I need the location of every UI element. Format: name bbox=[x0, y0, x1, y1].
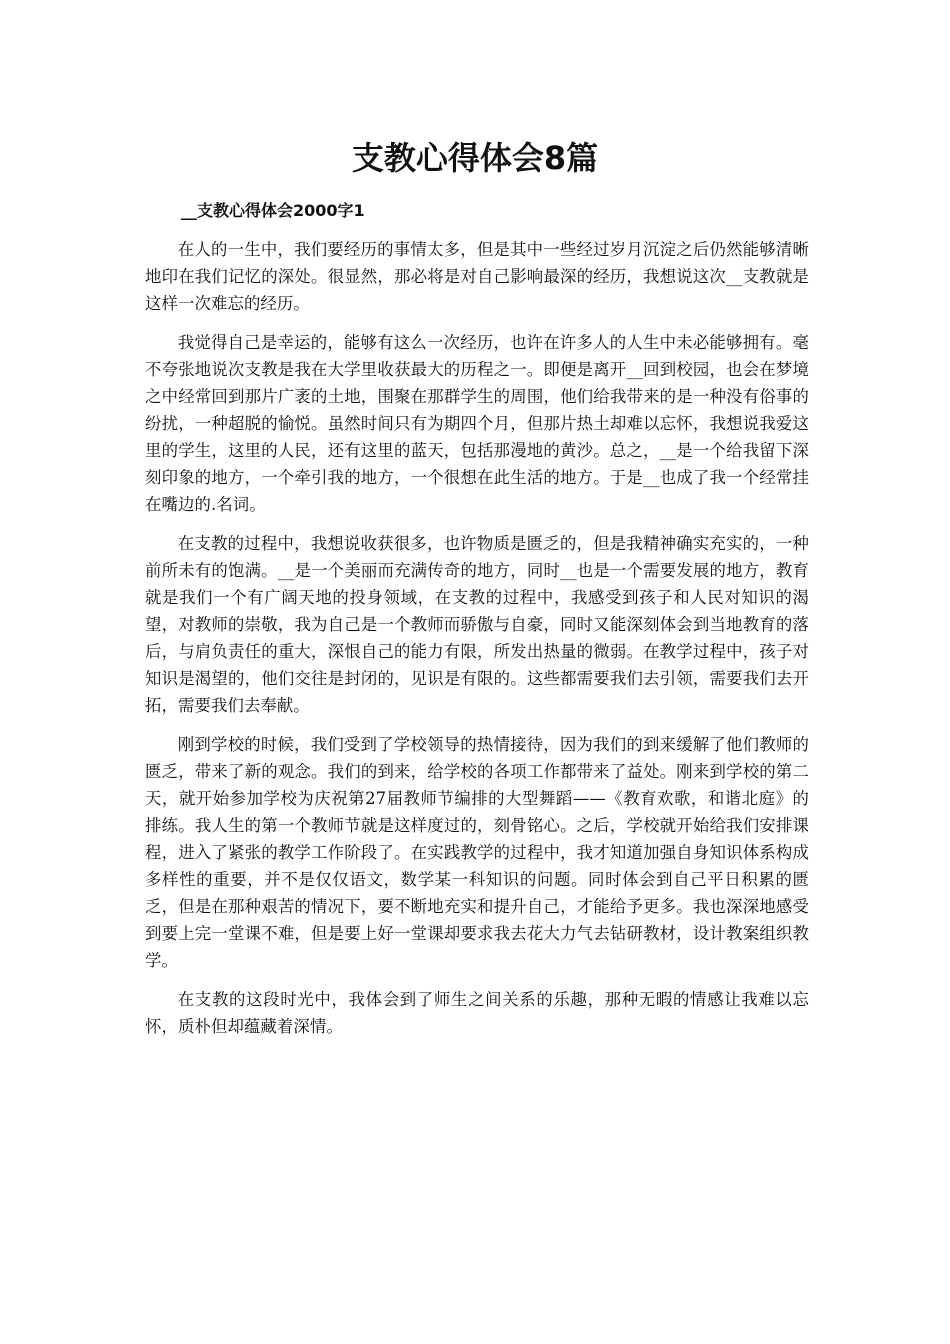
document-title: 支教心得体会8篇 bbox=[351, 139, 599, 177]
paragraph-3: 在支教的过程中，我想说收获很多，也许物质是匮乏的，但是我精神确实充实的，一种前所未有的饱满。__是一个美丽而充满传奇的地方，同时__也是一个需要发展的地方，教育就是我们一个有广阔天地的投身领域，在支教的过程中，我感受到孩子和人民对知识的渴望，对教师的崇敬，我为自己是一个教师而骄傲与自豪，同时又能深刻体会到当地教育的落后，与肩负责任的重大，深恨自己的能力有限，所发出热量的微弱。在教学过程中，孩子对知识是渴望的，他们交往是封闭的，见识是有限的。这些都需要我们去引领，需要我们去开拓，需要我们去奉献。 bbox=[145, 534, 809, 715]
paragraph-1: 在人的一生中，我们要经历的事情太多，但是其中一些经过岁月沉淀之后仍然能够清晰地印在我们记忆的深处。很显然，那必将是对自己影响最深的经历，我想说这次__支教就是这样一次难忘的经历。 bbox=[145, 240, 809, 313]
paragraph-5: 在支教的这段时光中，我体会到了师生之间关系的乐趣，那种无暇的情感让我难以忘怀，质朴但却蕴藏着深情。 bbox=[145, 990, 809, 1036]
article-body bbox=[145, 198, 809, 1052]
paragraph-2: 我觉得自己是幸运的，能够有这么一次经历，也许在许多人的人生中未必能够拥有。毫不夸张地说次支教是我在大学里收获最大的历程之一。即便是离开__回到校园，也会在梦境之中经常回到那片广袤的土地，围聚在那群学生的周围，他们给我带来的是一种没有俗事的纷扰，一种超脱的愉悦。虽然时间只有为期四个月，但那片热土却难以忘怀，我想说我爱这里的学生，这里的人民，还有这里的蓝天，包括那漫地的黄沙。总之，__是一个给我留下深刻印象的地方，一个牵引我的地方，一个很想在此生活的地方。于是__也成了我一个经常挂在嘴边的.名词。 bbox=[145, 333, 809, 514]
section-heading: __支教心得体会2000字1 bbox=[181, 201, 365, 220]
paragraph-4: 刚到学校的时候，我们受到了学校领导的热情接待，因为我们的到来缓解了他们教师的匮乏，带来了新的观念。我们的到来，给学校的各项工作都带来了益处。刚来到学校的第二天，就开始参加学校为庆祝第27届教师节编排的大型舞蹈——《教育欢歌，和谐北庭》的排练。我人生的第一个教师节就是这样度过的，刻骨铭心。之后，学校就开始给我们安排课程，进入了紧张的教学工作阶段了。在实践教学的过程中，我才知道加强自身知识体系构成多样性的重要，并不是仅仅语文，数学某一科知识的问题。同时体会到自己平日积累的匮乏，但是在那种艰苦的情况下，要不断地充实和提升自己，才能给予更多。我也深深地感受到要上完一堂课不难，但是要上好一堂课却要求我去花大力气去钻研教材，设计教案组织教学。 bbox=[145, 735, 809, 970]
